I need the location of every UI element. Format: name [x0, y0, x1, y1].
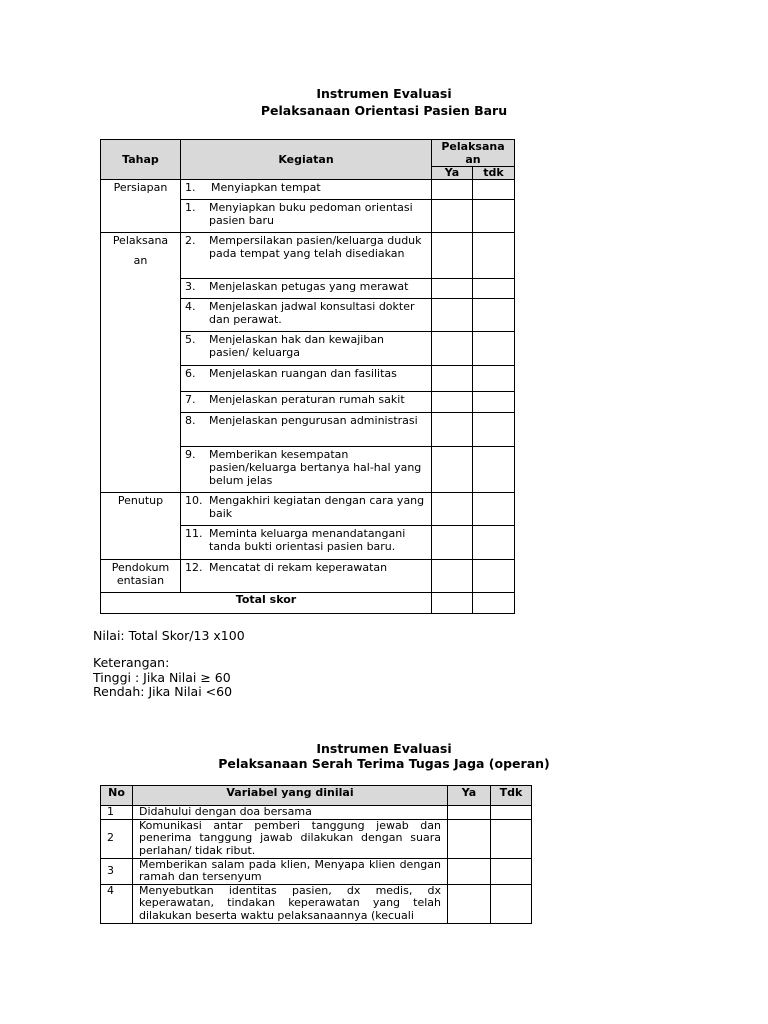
total-score-label: Total skor: [101, 593, 432, 614]
orientation-evaluation-table: [100, 139, 515, 614]
header-no: No: [101, 786, 133, 806]
doc2-title-line2: Pelaksanaan Serah Terima Tugas Jaga (operan): [218, 756, 550, 771]
total-tdk-cell[interactable]: [473, 593, 515, 614]
activity-number: 7.: [185, 393, 196, 406]
ya-cell[interactable]: [432, 332, 473, 366]
activity-row: [181, 332, 432, 366]
doc2-title-line1: Instrumen Evaluasi: [316, 741, 452, 756]
tdk-cell[interactable]: [491, 858, 532, 884]
tdk-cell[interactable]: [473, 180, 515, 200]
tdk-cell[interactable]: [473, 392, 515, 413]
activity-row: [181, 180, 432, 200]
header-variabel: Variabel yang dinilai: [133, 786, 448, 806]
activity-row: [181, 366, 432, 392]
tdk-cell[interactable]: [473, 299, 515, 332]
activity-text: Menjelaskan pengurusan administrasi: [209, 414, 418, 427]
variable-text: Didahului dengan doa bersama: [133, 806, 448, 820]
ya-cell[interactable]: [432, 447, 473, 493]
doc1-title-line2: Pelaksanaan Orientasi Pasien Baru: [260, 103, 508, 118]
activity-number: 4.: [185, 300, 196, 313]
activity-text: Menjelaskan petugas yang merawat: [209, 280, 409, 293]
activity-text: Menyiapkan tempat: [211, 181, 321, 194]
activity-text: Mencatat di rekam keperawatan: [209, 561, 388, 574]
tdk-cell[interactable]: [491, 884, 532, 923]
activity-row: [181, 279, 432, 299]
activity-row: [181, 233, 432, 279]
tdk-cell[interactable]: [473, 560, 515, 593]
tdk-cell[interactable]: [473, 493, 515, 526]
activity-number: 11.: [185, 527, 203, 540]
doc1-title-line1: Instrumen Evaluasi: [316, 86, 452, 101]
tdk-cell[interactable]: [491, 819, 532, 858]
ya-cell[interactable]: [432, 233, 473, 279]
ya-cell[interactable]: [448, 858, 491, 884]
keterangan-label: Keterangan:: [93, 655, 170, 670]
ya-cell[interactable]: [432, 560, 473, 593]
tdk-cell[interactable]: [473, 413, 515, 447]
tdk-cell[interactable]: [473, 279, 515, 299]
variable-text: Komunikasi antar pemberi tanggung jewab dan penerima tanggung jawab dilakukan dengan suara perlahan/ tidak ribut.: [133, 819, 448, 858]
variable-text: Menyebutkan identitas pasien, dx medis, dx keperawatan, tindakan keperawatan yang telah dilakukan beserta waktu pelaksanaannya (kecuali: [133, 884, 448, 923]
row-number: 4: [101, 884, 133, 923]
tdk-cell[interactable]: [473, 200, 515, 233]
tdk-cell[interactable]: [473, 233, 515, 279]
stage-pendokumentasian: Pendokum entasian: [101, 560, 181, 593]
header-tahap: Tahap: [101, 140, 181, 180]
ya-cell[interactable]: [432, 493, 473, 526]
keterangan-tinggi: Tinggi : Jika Nilai ≥ 60: [93, 670, 231, 685]
total-ya-cell[interactable]: [432, 593, 473, 614]
tdk-cell[interactable]: [473, 447, 515, 493]
ya-cell[interactable]: [432, 279, 473, 299]
header-pelaksanaan: Pelaksana an: [432, 140, 515, 167]
activity-number: 1.: [185, 181, 196, 194]
keterangan-rendah: Rendah: Jika Nilai <60: [93, 684, 233, 699]
activity-text: Menjelaskan jadwal konsultasi dokter dan perawat.: [209, 300, 415, 326]
activity-number: 3.: [185, 280, 196, 293]
tdk-cell[interactable]: [473, 526, 515, 560]
activity-text: Menjelaskan hak dan kewajiban pasien/ keluarga: [209, 333, 385, 359]
stage-persiapan: Persiapan: [101, 180, 181, 233]
tdk-cell[interactable]: [491, 806, 532, 820]
activity-text: Memberikan kesempatan pasien/keluarga bertanya hal-hal yang belum jelas: [209, 448, 422, 487]
activity-row: [181, 299, 432, 332]
variable-text: Memberikan salam pada klien, Menyapa klien dengan ramah dan tersenyum: [133, 858, 448, 884]
activity-text: Menjelaskan peraturan rumah sakit: [209, 393, 405, 406]
ya-cell[interactable]: [432, 200, 473, 233]
activity-number: 6.: [185, 367, 196, 380]
header-tdk: Tdk: [491, 786, 532, 806]
handover-evaluation-table: [100, 785, 532, 924]
ya-cell[interactable]: [448, 819, 491, 858]
activity-number: 2.: [185, 234, 196, 247]
header-ya: Ya: [432, 167, 473, 180]
stage-penutup: Penutup: [101, 493, 181, 560]
ya-cell[interactable]: [432, 392, 473, 413]
activity-row: [181, 493, 432, 526]
ya-cell[interactable]: [432, 413, 473, 447]
row-number: 1: [101, 806, 133, 820]
activity-number: 5.: [185, 333, 196, 346]
ya-cell[interactable]: [432, 526, 473, 560]
row-number: 2: [101, 819, 133, 858]
header-tdk: tdk: [473, 167, 515, 180]
nilai-formula: Nilai: Total Skor/13 x100: [93, 628, 245, 643]
header-kegiatan: Kegiatan: [181, 140, 432, 180]
activity-text: Mengakhiri kegiatan dengan cara yang baik: [209, 494, 425, 520]
activity-row: [181, 200, 432, 233]
activity-row: [181, 560, 432, 593]
ya-cell[interactable]: [448, 884, 491, 923]
activity-number: 12.: [185, 561, 203, 574]
stage-pelaksanaan: [101, 233, 181, 493]
activity-number: 9.: [185, 448, 196, 461]
activity-number: 1.: [185, 201, 196, 214]
activity-number: 10.: [185, 494, 203, 507]
tdk-cell[interactable]: [473, 332, 515, 366]
stage-pelaksanaan-line2: an: [133, 254, 148, 267]
activity-number: 8.: [185, 414, 196, 427]
ya-cell[interactable]: [432, 180, 473, 200]
activity-text: Mempersilakan pasien/keluarga duduk pada tempat yang telah disediakan: [209, 234, 422, 260]
activity-text: Menyiapkan buku pedoman orientasi pasien baru: [209, 201, 413, 227]
activity-text: Meminta keluarga menandatangani tanda bukti orientasi pasien baru.: [209, 527, 406, 553]
activity-text: Menjelaskan ruangan dan fasilitas: [209, 367, 397, 380]
activity-row: [181, 413, 432, 447]
ya-cell[interactable]: [448, 806, 491, 820]
tdk-cell[interactable]: [473, 366, 515, 392]
row-number: 3: [101, 858, 133, 884]
stage-pelaksanaan-line1: Pelaksana: [112, 234, 169, 247]
ya-cell[interactable]: [432, 299, 473, 332]
activity-row: [181, 526, 432, 560]
ya-cell[interactable]: [432, 366, 473, 392]
activity-row: [181, 392, 432, 413]
header-ya: Ya: [448, 786, 491, 806]
activity-row: [181, 447, 432, 493]
